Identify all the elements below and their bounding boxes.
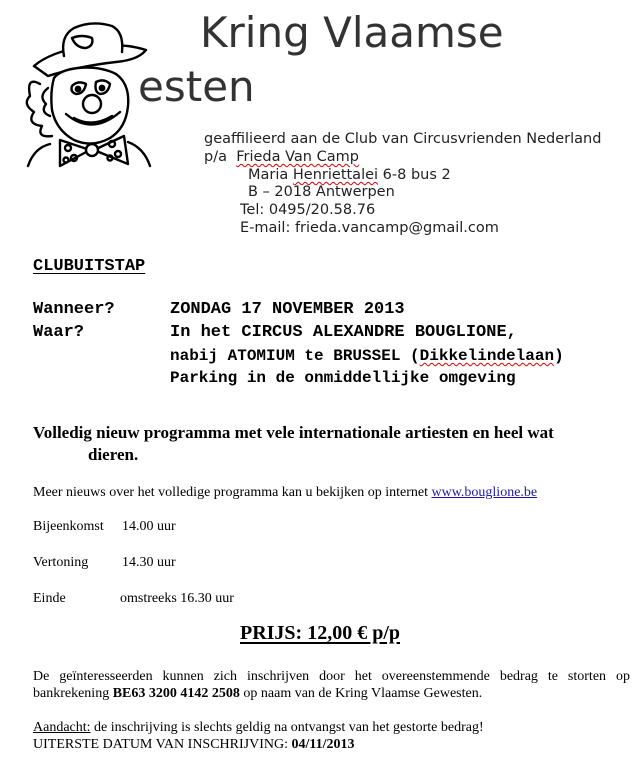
registration-paragraph bbox=[33, 668, 630, 702]
when-label: Wanneer? bbox=[33, 300, 115, 319]
street-prefix: Maria bbox=[248, 167, 289, 183]
affiliation: geaffilieerd aan de Club van Circusvrienden Nederland bbox=[204, 131, 602, 147]
where-line-2-street: Dikkelindelaan bbox=[419, 347, 555, 365]
pa-line bbox=[204, 149, 359, 165]
when-value: ZONDAG 17 NOVEMBER 2013 bbox=[170, 300, 405, 319]
schedule-label-1: Bijeenkomst bbox=[33, 519, 104, 534]
news-line bbox=[33, 485, 537, 501]
city: B – 2018 Antwerpen bbox=[248, 184, 395, 200]
news-text: Meer nieuws over het volledige programma kan u bekijken op internet bbox=[33, 485, 432, 500]
email: E-mail: frieda.vancamp@gmail.com bbox=[240, 220, 499, 236]
bank-account: BE63 3200 4142 2508 bbox=[112, 686, 240, 701]
deadline-label: UITERSTE DATUM VAN INSCHRIJVING: bbox=[33, 737, 292, 752]
parking: Parking in de onmiddellijke omgeving bbox=[170, 369, 516, 387]
where-line-2 bbox=[170, 347, 564, 365]
deadline-date: 04/11/2013 bbox=[291, 737, 355, 752]
where-value: In het CIRCUS ALEXANDRE BOUGLIONE, bbox=[170, 323, 517, 342]
section-title: CLUBUITSTAP bbox=[33, 257, 146, 276]
schedule-value-1: 14.00 uur bbox=[122, 519, 176, 534]
registration-text-start: De geïnteresseerden kunnen zich inschrijven door het overeenstemmende bedrag te storten op bankrekening bbox=[33, 669, 630, 701]
schedule-value-3: omstreeks 16.30 uur bbox=[120, 591, 234, 606]
phone: Tel: 0495/20.58.76 bbox=[240, 202, 376, 218]
street-name: Henriettalei bbox=[292, 167, 379, 183]
schedule-label-3: Einde bbox=[33, 591, 66, 606]
registration-text-end: op naam van de Kring Vlaamse Gewesten. bbox=[239, 686, 483, 701]
schedule-value-2: 14.30 uur bbox=[122, 555, 176, 570]
where-label: Waar? bbox=[33, 323, 85, 342]
program-headline-line-1: Volledig nieuw programma met vele internationale artiesten en heel wat bbox=[33, 423, 554, 442]
note-label: Aandacht: bbox=[33, 720, 91, 735]
street-suffix: 6-8 bus 2 bbox=[382, 167, 451, 183]
pa-name: Frieda Van Camp bbox=[236, 149, 359, 165]
website-link[interactable]: www.bouglione.be bbox=[431, 485, 538, 500]
pa-prefix: p/a bbox=[204, 149, 227, 165]
where-line-2-suffix: ) bbox=[554, 347, 564, 365]
note-line bbox=[33, 720, 484, 736]
where-line-2-prefix: nabij ATOMIUM te BRUSSEL ( bbox=[170, 347, 420, 365]
schedule-label-2: Vertoning bbox=[33, 555, 89, 570]
clown-face-icon bbox=[20, 16, 168, 168]
street-line bbox=[248, 167, 451, 183]
price: PRIJS: 12,00 € p/p bbox=[239, 622, 401, 644]
note-text: de inschrijving is slechts geldig na ontvangst van het gestorte bedrag! bbox=[90, 720, 484, 735]
title-line-1: Kring Vlaamse bbox=[200, 8, 504, 57]
deadline-line bbox=[33, 737, 355, 753]
program-headline bbox=[33, 422, 618, 466]
program-headline-line-2: dieren. bbox=[88, 445, 139, 464]
title-line-2: esten bbox=[138, 62, 255, 111]
